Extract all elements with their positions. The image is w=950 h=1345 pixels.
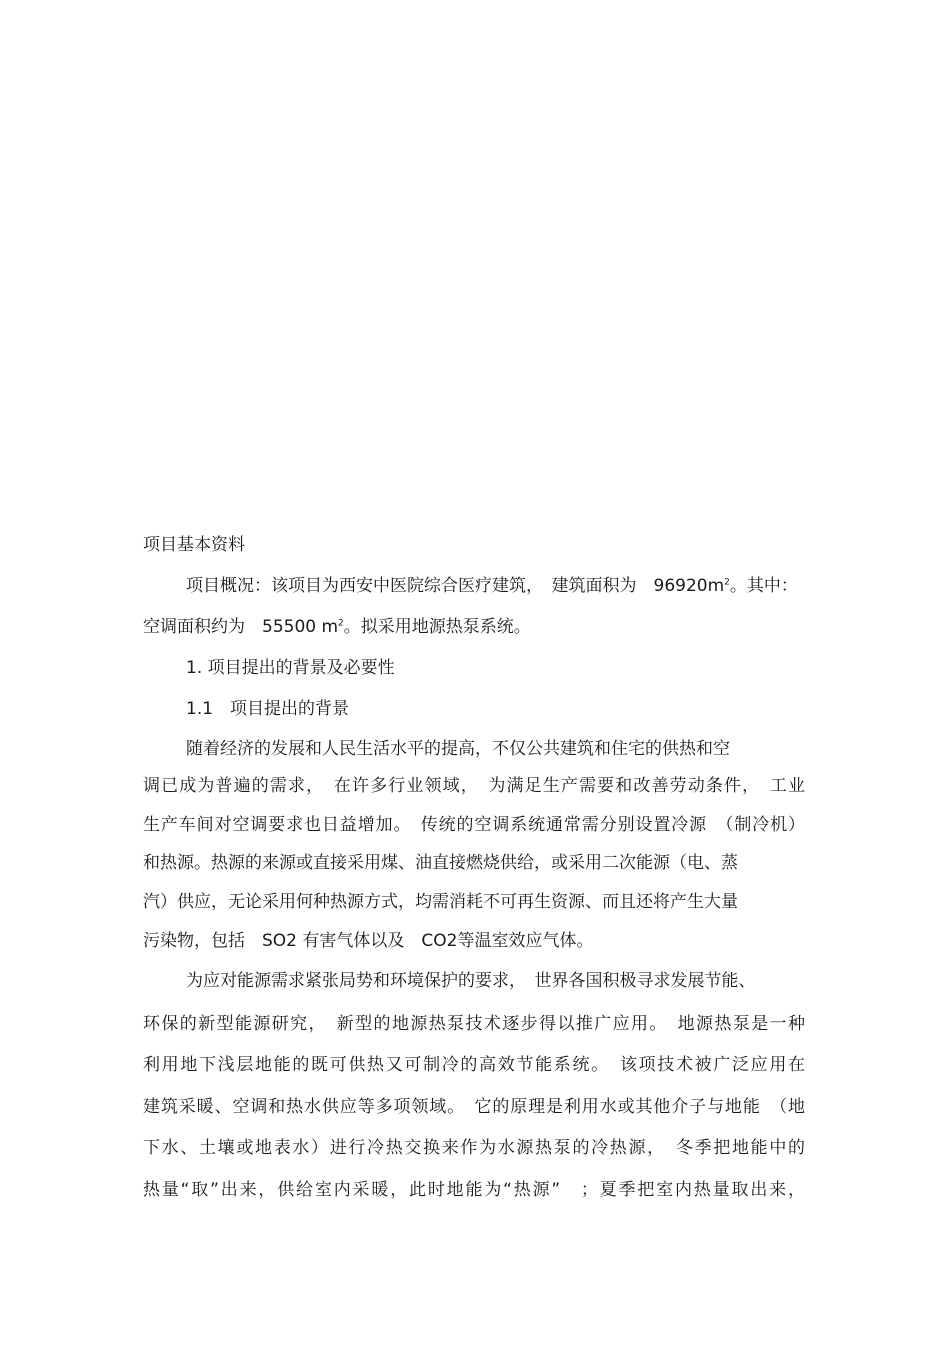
para1-line-3: 生产车间对空调要求也日益增加。 传统的空调系统通常需分别设置冷源 （制冷机）: [143, 815, 805, 835]
overview-line-1: [186, 576, 798, 596]
overview-text-2b: 。拟采用地源热泵系统。: [343, 617, 531, 637]
overview-line-2: [143, 617, 531, 637]
para2-line-5: 下水、土壤或地表水）进行冷热交换来作为水源热泵的冷热源， 冬季把地能中的: [143, 1138, 805, 1158]
superscript-2: 2: [338, 618, 344, 629]
para1-line-5: 汽）供应，无论采用何种热源方式，均需消耗不可再生资源、而且还将产生大量: [143, 892, 738, 912]
para2-line-4: 建筑采暖、空调和热水供应等多项领域。 它的原理是利用水或其他介子与地能 （地: [143, 1097, 805, 1117]
para1-line-6: 污染物，包括 SO2 有害气体以及 CO2等温室效应气体。: [143, 931, 594, 951]
para2-line-1: 为应对能源需求紧张局势和环境保护的要求， 世界各国积极寻求发展节能、: [186, 971, 756, 991]
heading-1-1: 1.1 项目提出的背景: [186, 699, 350, 719]
overview-text-2a: 空调面积约为 55500 m: [143, 617, 339, 637]
para2-line-3: 利用地下浅层地能的既可供热又可制冷的高效节能系统。 该项技术被广泛应用在: [143, 1055, 805, 1075]
overview-text-1b: 。其中：: [729, 576, 798, 596]
para1-line-1: 随着经济的发展和人民生活水平的提高，不仅公共建筑和住宅的供热和空: [186, 739, 730, 759]
para2-line-6: 热量“取”出来，供给室内采暖，此时地能为“热源” ；夏季把室内热量取出来，: [143, 1180, 805, 1200]
para2-line-2: 环保的新型能源研究， 新型的地源热泵技术逐步得以推广应用。 地源热泵是一种: [143, 1014, 805, 1034]
section-title: 项目基本资料: [143, 535, 245, 555]
para1-line-4: 和热源。热源的来源或直接采用煤、油直接燃烧供给，或采用二次能源（电、蒸: [143, 853, 738, 873]
overview-text-1a: 项目概况：该项目为西安中医院综合医疗建筑， 建筑面积为 96920m: [186, 576, 725, 596]
superscript-2: 2: [724, 577, 730, 588]
heading-1: 1. 项目提出的背景及必要性: [186, 658, 395, 678]
para1-line-2: 调已成为普遍的需求， 在许多行业领域， 为满足生产需要和改善劳动条件， 工业: [143, 776, 805, 796]
